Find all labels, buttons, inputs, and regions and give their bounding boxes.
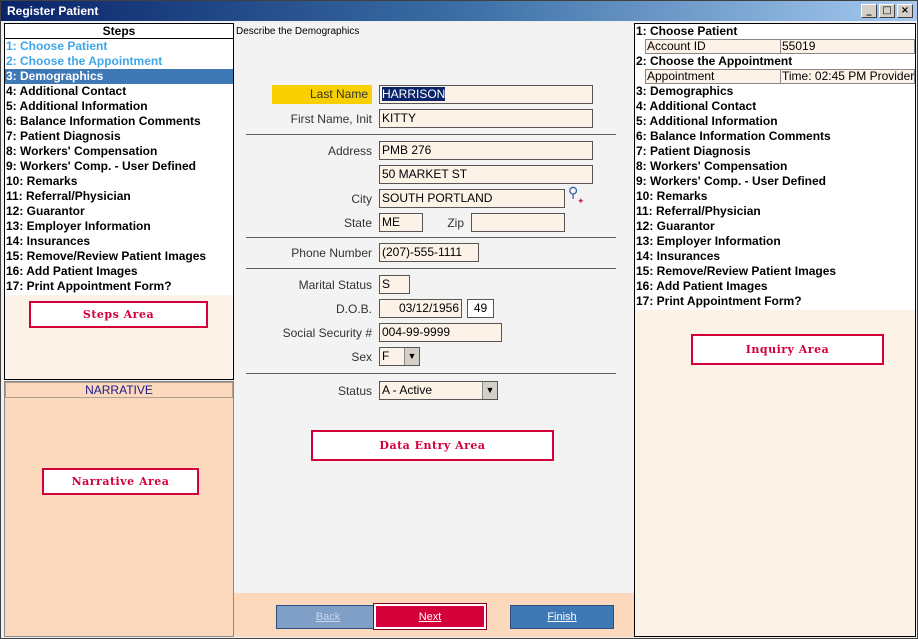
account-id-key: Account ID xyxy=(646,40,781,53)
step-item[interactable]: 14: Insurances xyxy=(6,234,91,248)
age-field: 49 xyxy=(467,299,494,318)
sex-label: Sex xyxy=(351,350,372,364)
inquiry-item[interactable]: 1: Choose Patient xyxy=(636,24,738,38)
step-item[interactable]: 17: Print Appointment Form? xyxy=(6,279,172,293)
inquiry-item[interactable]: 14: Insurances xyxy=(636,249,721,263)
address-label: Address xyxy=(327,144,372,158)
ssn-input[interactable]: 004-99-9999 xyxy=(379,323,502,342)
zip-label: Zip xyxy=(447,216,464,230)
window-title: Register Patient xyxy=(7,4,99,18)
step-item[interactable]: 12: Guarantor xyxy=(6,204,85,218)
marital-status-label: Marital Status xyxy=(298,278,372,292)
inquiry-list xyxy=(635,24,915,309)
steps-panel xyxy=(4,23,234,380)
finish-button[interactable]: Finish xyxy=(510,605,614,629)
dob-input[interactable]: 03/12/1956 xyxy=(379,299,462,318)
marital-status-input[interactable]: S xyxy=(379,275,410,294)
step-item[interactable]: 15: Remove/Review Patient Images xyxy=(6,249,207,263)
step-item[interactable]: 1: Choose Patient xyxy=(6,39,108,53)
inquiry-item[interactable]: 7: Patient Diagnosis xyxy=(636,144,751,158)
city-input[interactable]: SOUTH PORTLAND xyxy=(379,189,565,208)
inquiry-item[interactable]: 13: Employer Information xyxy=(636,234,781,248)
minimize-button[interactable]: _ xyxy=(861,4,877,18)
close-button[interactable]: × xyxy=(897,4,913,18)
status-select[interactable] xyxy=(379,381,498,400)
inquiry-item[interactable]: 5: Additional Information xyxy=(636,114,778,128)
last-name-value: HARRISON xyxy=(382,87,446,101)
appointment-key: Appointment xyxy=(646,70,781,83)
account-id-value: 55019 xyxy=(782,40,816,53)
status-label: Status xyxy=(337,384,372,398)
inquiry-item[interactable]: 8: Workers' Compensation xyxy=(636,159,788,173)
back-button[interactable]: Back xyxy=(276,605,380,629)
step-item[interactable]: 3: Demographics xyxy=(5,69,233,84)
address-line1-input[interactable]: PMB 276 xyxy=(379,141,593,160)
phone-input[interactable]: (207)-555-1111 xyxy=(379,243,479,262)
separator xyxy=(246,373,616,374)
next-button[interactable]: Next xyxy=(374,604,486,629)
step-item[interactable]: 16: Add Patient Images xyxy=(6,264,138,278)
dob-label: D.O.B. xyxy=(335,302,372,316)
separator xyxy=(246,237,616,238)
inquiry-item[interactable]: 6: Balance Information Comments xyxy=(636,129,831,143)
inquiry-item[interactable]: 4: Additional Contact xyxy=(636,99,757,113)
address-line2-input[interactable]: 50 MARKET ST xyxy=(379,165,593,184)
step-item[interactable]: 11: Referral/Physician xyxy=(6,189,131,203)
chevron-down-icon[interactable]: ▼ xyxy=(482,382,497,399)
phone-label: Phone Number xyxy=(291,246,372,260)
state-label: State xyxy=(343,216,372,230)
inquiry-area-label: Inquiry Area xyxy=(691,334,884,365)
chevron-down-icon[interactable]: ▼ xyxy=(404,348,419,365)
step-item[interactable]: 9: Workers' Comp. - User Defined xyxy=(6,159,197,173)
inquiry-item[interactable]: 2: Choose the Appointment xyxy=(636,54,793,68)
steps-area-label: Steps Area xyxy=(29,301,208,328)
wizard-footer xyxy=(234,593,634,637)
narrative-header: NARRATIVE xyxy=(5,382,233,398)
inquiry-item[interactable]: 9: Workers' Comp. - User Defined xyxy=(636,174,827,188)
last-name-input[interactable] xyxy=(379,85,593,104)
separator xyxy=(246,134,616,135)
inquiry-item[interactable]: 11: Referral/Physician xyxy=(636,204,761,218)
account-id-row xyxy=(645,39,915,54)
status-value: A - Active xyxy=(382,383,433,397)
inquiry-item[interactable]: 17: Print Appointment Form? xyxy=(636,294,802,308)
separator xyxy=(246,268,616,269)
inquiry-item[interactable]: 3: Demographics xyxy=(636,84,734,98)
title-bar xyxy=(1,1,917,21)
step-item[interactable]: 5: Additional Information xyxy=(6,99,148,113)
last-name-label: Last Name xyxy=(272,85,372,104)
inquiry-panel xyxy=(634,23,916,637)
sex-value: F xyxy=(382,349,390,363)
data-entry-area-label: Data Entry Area xyxy=(311,430,554,461)
step-item[interactable]: 7: Patient Diagnosis xyxy=(6,129,121,143)
appointment-value: Time: 02:45 PM Provider xyxy=(782,70,914,83)
city-label: City xyxy=(351,192,372,206)
inquiry-item[interactable]: 16: Add Patient Images xyxy=(636,279,768,293)
first-name-label: First Name, Init xyxy=(290,112,372,126)
maximize-button[interactable]: □ xyxy=(879,4,895,18)
zip-input[interactable] xyxy=(471,213,565,232)
inquiry-item[interactable]: 12: Guarantor xyxy=(636,219,715,233)
magnifier-icon[interactable]: ⚲ xyxy=(568,185,579,201)
sparkle-icon: ✦ xyxy=(577,197,585,207)
step-item[interactable]: 2: Choose the Appointment xyxy=(6,54,163,68)
appointment-row xyxy=(645,69,915,84)
window-controls xyxy=(861,4,913,18)
inquiry-item[interactable]: 10: Remarks xyxy=(636,189,708,203)
first-name-input[interactable]: KITTY xyxy=(379,109,593,128)
steps-header: Steps xyxy=(5,24,233,39)
sex-select[interactable] xyxy=(379,347,420,366)
step-item[interactable]: 13: Employer Information xyxy=(6,219,151,233)
inquiry-item[interactable]: 15: Remove/Review Patient Images xyxy=(636,264,837,278)
narrative-area-label: Narrative Area xyxy=(42,468,199,495)
state-input[interactable]: ME xyxy=(379,213,423,232)
step-item[interactable]: 8: Workers' Compensation xyxy=(6,144,158,158)
steps-list xyxy=(5,39,233,294)
step-item[interactable]: 6: Balance Information Comments xyxy=(6,114,201,128)
step-item[interactable]: 10: Remarks xyxy=(6,174,78,188)
step-item[interactable]: 4: Additional Contact xyxy=(6,84,127,98)
data-entry-caption: Describe the Demographics xyxy=(236,26,360,37)
narrative-panel xyxy=(4,381,234,637)
data-entry-panel xyxy=(234,23,634,593)
ssn-label: Social Security # xyxy=(282,326,372,340)
